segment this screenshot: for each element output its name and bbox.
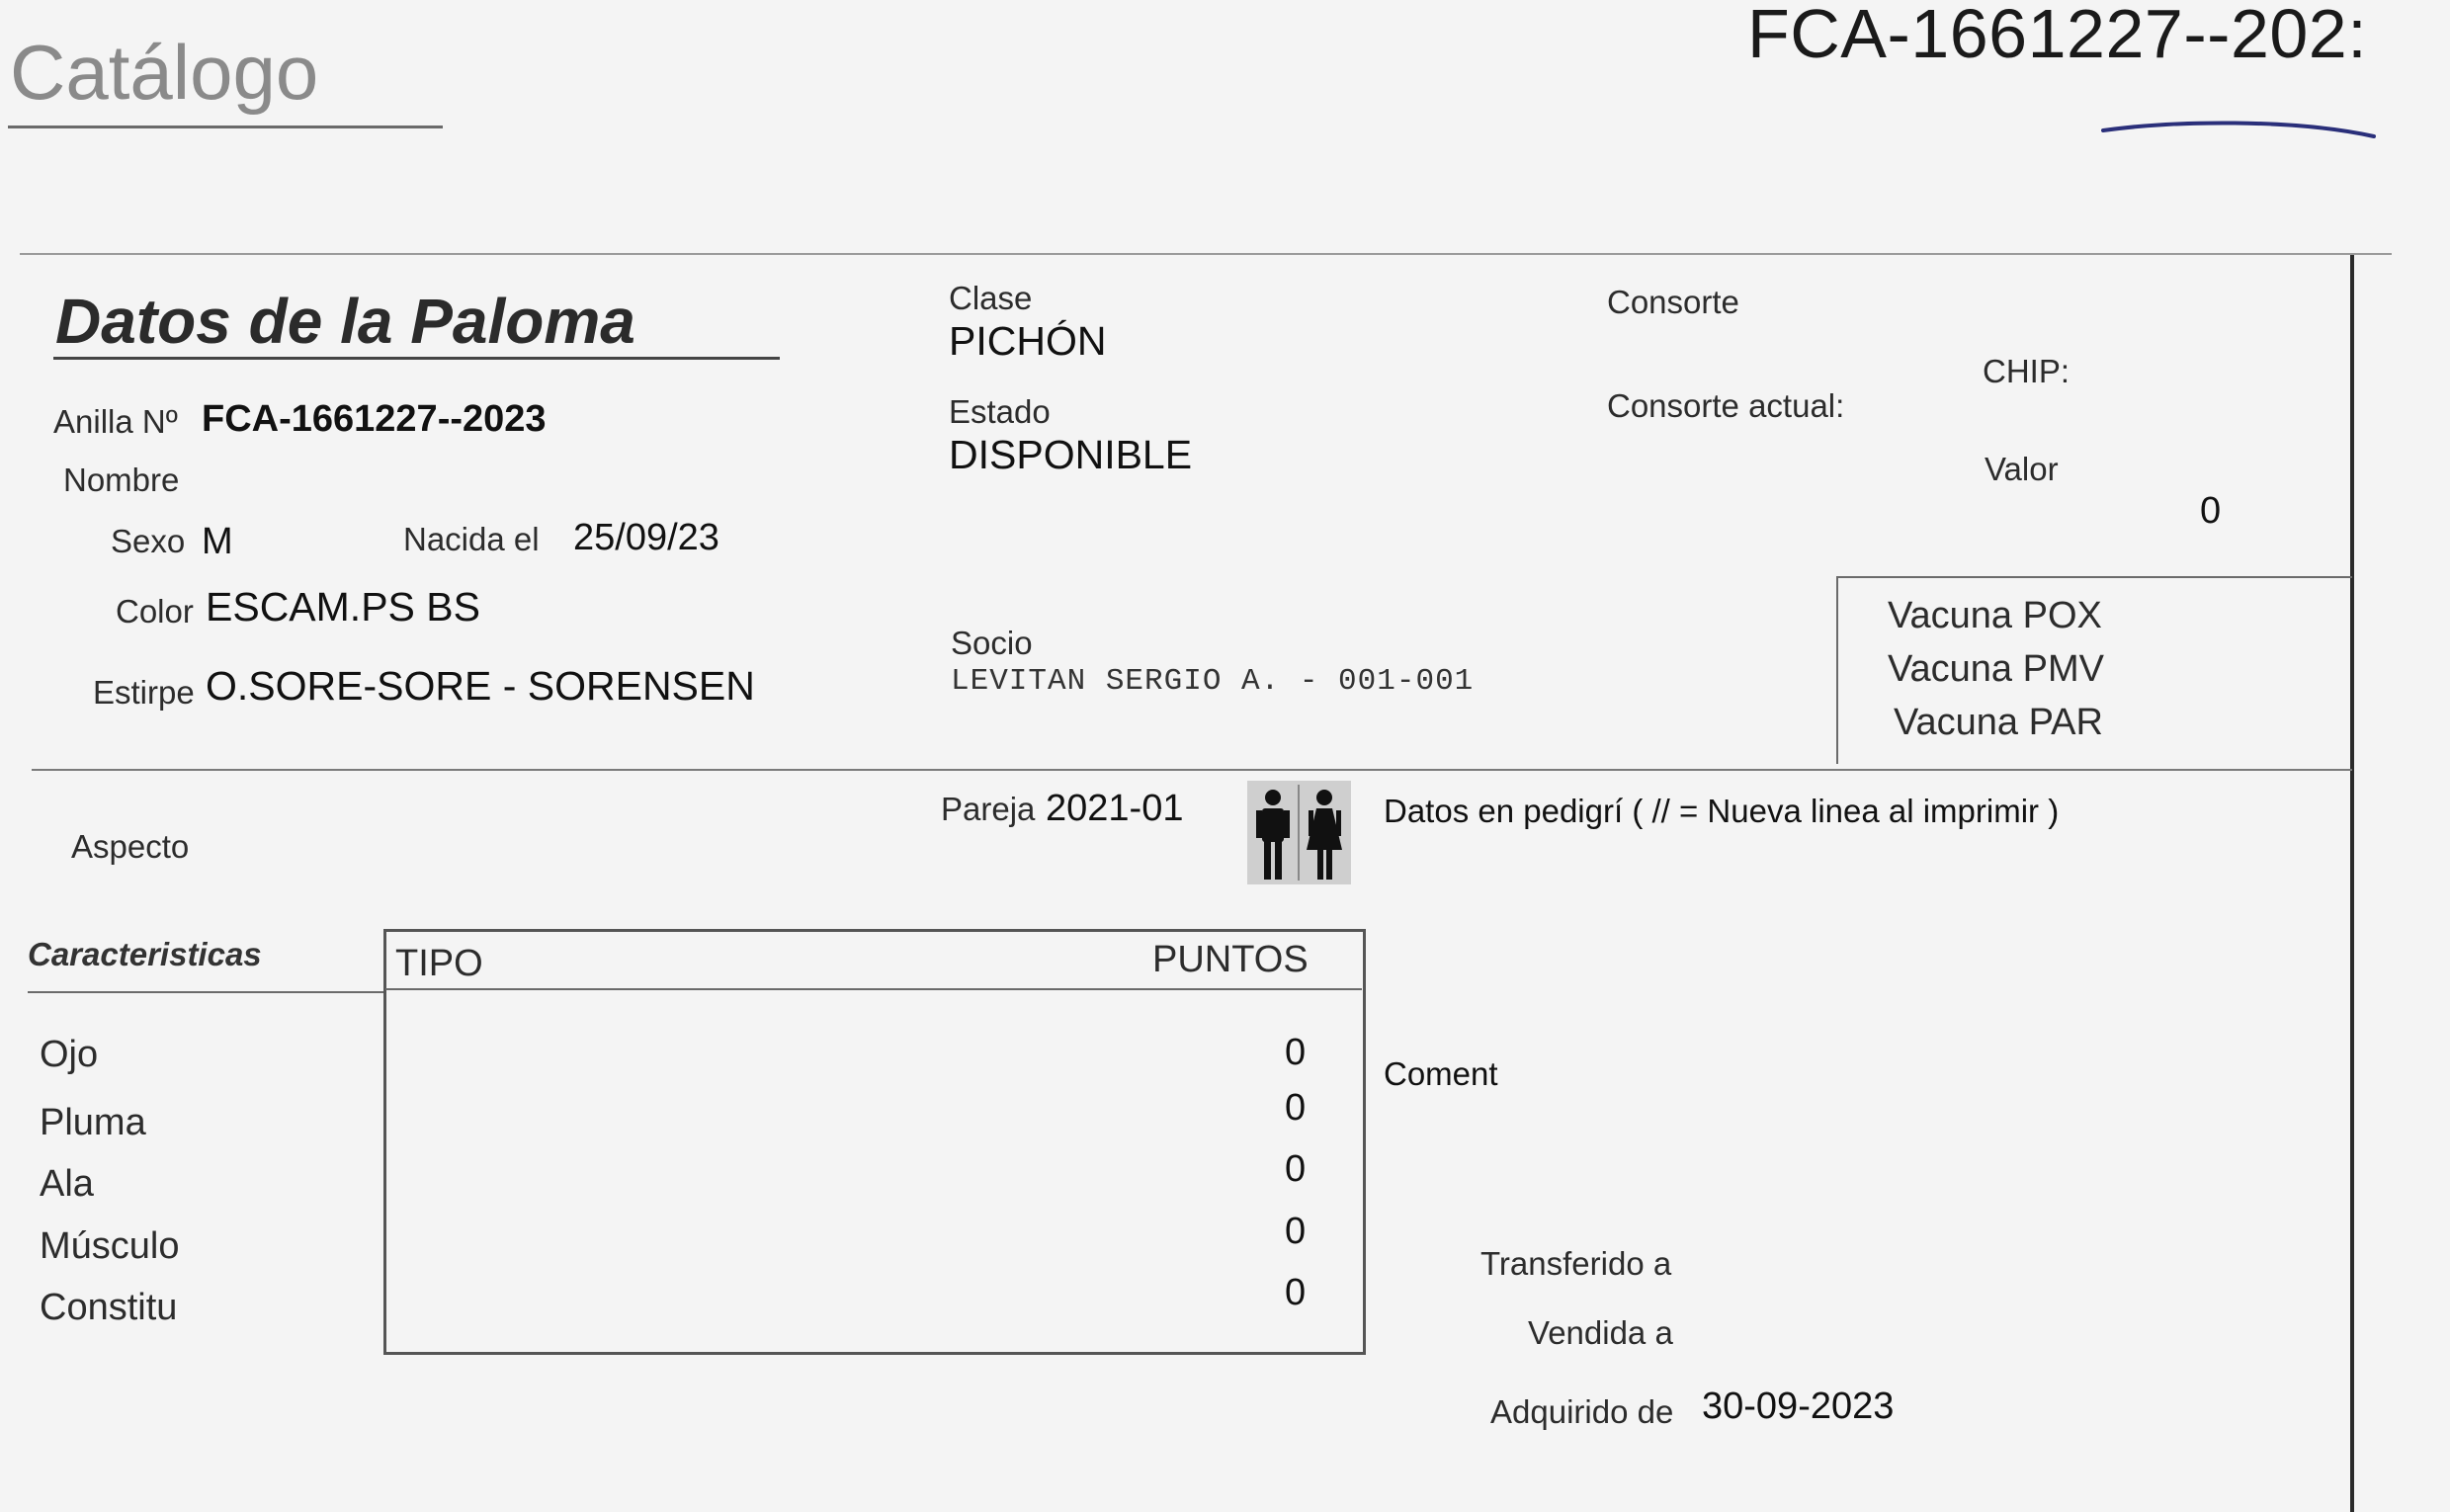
anilla-value: FCA-1661227--2023 (202, 398, 547, 440)
socio-label: Socio (951, 625, 1033, 661)
vacuna-par: Vacuna PAR (1894, 702, 2103, 743)
title-underline (8, 126, 443, 128)
caracteristicas-underline (28, 991, 383, 993)
section-title: Datos de la Paloma (55, 286, 635, 357)
valor-label: Valor (1985, 451, 2059, 487)
nacida-value: 25/09/23 (573, 517, 719, 558)
middle-divider (32, 769, 2352, 771)
clase-label: Clase (949, 280, 1033, 316)
caracteristicas-label: Caracteristicas (28, 936, 262, 972)
pareja-value: 2021-01 (1046, 788, 1184, 829)
consorte-actual-label: Consorte actual: (1607, 387, 1845, 424)
row-pluma-points: 0 (1285, 1087, 1307, 1129)
adquirido-value: 30-09-2023 (1702, 1386, 1895, 1427)
top-frame-line (20, 253, 2392, 255)
puntos-header: PUNTOS (1152, 939, 1309, 980)
sexo-label: Sexo (111, 523, 186, 559)
consorte-label: Consorte (1607, 284, 1739, 320)
estado-label: Estado (949, 393, 1051, 430)
row-musculo-label: Músculo (40, 1225, 180, 1267)
color-label: Color (116, 593, 194, 630)
row-constitu-label: Constitu (40, 1287, 178, 1328)
couple-icon (1247, 781, 1351, 884)
nacida-label: Nacida el (403, 521, 540, 557)
aspecto-label: Aspecto (71, 828, 190, 865)
estirpe-label: Estirpe (93, 674, 195, 711)
catalog-title: Catálogo (10, 29, 319, 116)
row-ojo-label: Ojo (40, 1034, 99, 1075)
vacuna-pox: Vacuna POX (1888, 595, 2102, 636)
row-ala-points: 0 (1285, 1148, 1307, 1190)
coment-label: Coment (1384, 1055, 1498, 1092)
tipo-header: TIPO (395, 943, 483, 984)
table-header-divider (385, 988, 1362, 990)
estirpe-value: O.SORE-SORE - SORENSEN (206, 663, 755, 709)
color-value: ESCAM.PS BS (206, 584, 480, 630)
vacuna-pmv: Vacuna PMV (1888, 648, 2104, 690)
nombre-label: Nombre (63, 462, 180, 498)
right-frame-line (2350, 255, 2354, 1512)
transferido-label: Transferido a (1480, 1245, 1672, 1282)
row-ojo-points: 0 (1285, 1032, 1307, 1073)
valor-value: 0 (2200, 490, 2222, 532)
estado-value: DISPONIBLE (949, 432, 1193, 477)
section-title-underline (53, 357, 780, 360)
chip-label: CHIP: (1983, 353, 2070, 389)
anilla-label: Anilla Nº (53, 403, 178, 440)
row-ala-label: Ala (40, 1163, 94, 1205)
adquirido-label: Adquirido de (1490, 1393, 1674, 1430)
clase-value: PICHÓN (949, 318, 1107, 364)
pen-underline-mark (2095, 111, 2382, 150)
vaccine-box-left (1836, 576, 1838, 764)
row-pluma-label: Pluma (40, 1102, 146, 1143)
vaccine-box-top (1836, 576, 2352, 578)
row-constitu-points: 0 (1285, 1272, 1307, 1313)
pedigri-label: Datos en pedigrí ( // = Nueva linea al imprimir ) (1384, 793, 2060, 829)
row-musculo-points: 0 (1285, 1211, 1307, 1252)
socio-value: LEVITAN SERGIO A. - 001-001 (951, 664, 1475, 699)
ring-code-header: FCA-1661227--202: (1747, 0, 2368, 72)
characteristics-table (383, 929, 1366, 1355)
pareja-label: Pareja (941, 791, 1036, 827)
vendida-label: Vendida a (1528, 1314, 1673, 1351)
sexo-value: M (202, 521, 233, 562)
